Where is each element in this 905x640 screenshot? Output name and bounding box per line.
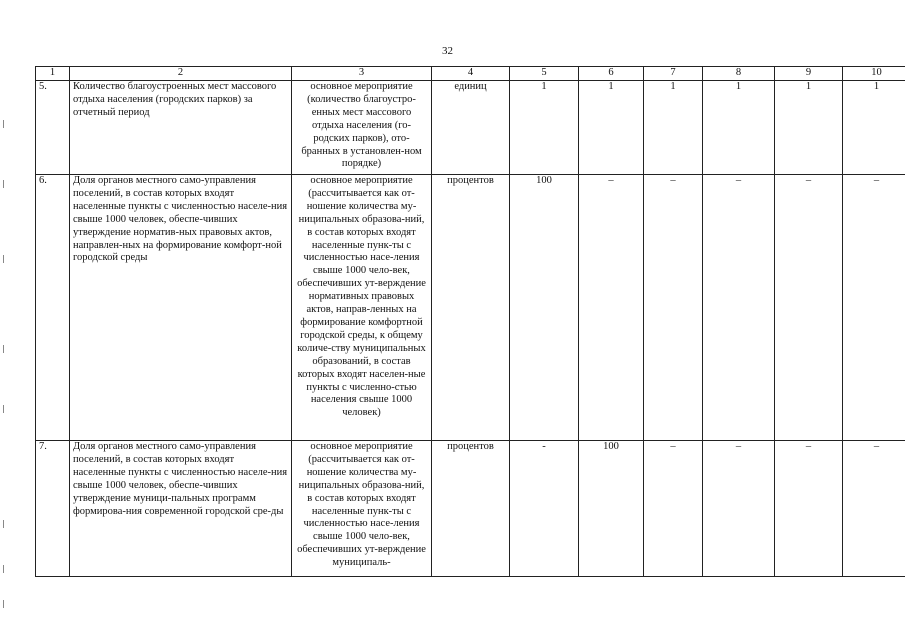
header-cell-7: 7 <box>644 67 703 81</box>
indicator-method: основное мероприятие (рассчитывается как от-ношение количества му-ниципальных образова-ний, в состав которых входят населенные пунк-ты с численностью насе-ления свыше 1000 чело-век, обеспечивших ут-верждение муниципаль- <box>292 441 432 577</box>
indicator-method: основное мероприятие (количество благоустро-енных мест массового отдыха населения (го-родских парков), ото-бранных в установлен-ном порядке) <box>292 81 432 175</box>
header-row <box>36 67 905 81</box>
table-row <box>36 175 905 441</box>
indicators-table <box>35 66 905 577</box>
value-col-6: 100 <box>579 441 644 577</box>
row-number: 7. <box>36 441 70 577</box>
value-col-10: – <box>843 175 905 441</box>
margin-mark <box>3 180 4 188</box>
page-number: 32 <box>442 45 453 57</box>
value-col-10: – <box>843 441 905 577</box>
margin-mark <box>3 520 4 528</box>
unit-cell: процентов <box>432 175 510 441</box>
indicator-name: Количество благоустроенных мест массового отдыха населения (городских парков) за отчетный период <box>70 81 292 175</box>
indicator-name: Доля органов местного само-управления поселений, в состав которых входят населенные пункты с численностью населе-ния свыше 1000 человек, обеспе-чивших утверждение норматив-ных правовых актов, направлен-ных на формирование комфорт-ной городской среды <box>70 175 292 441</box>
value-col-7: – <box>644 175 703 441</box>
value-col-5: 1 <box>510 81 579 175</box>
margin-mark <box>3 120 4 128</box>
value-col-7: 1 <box>644 81 703 175</box>
value-col-9: 1 <box>775 81 843 175</box>
header-cell-9: 9 <box>775 67 843 81</box>
value-col-10: 1 <box>843 81 905 175</box>
margin-mark <box>3 405 4 413</box>
value-col-8: – <box>703 175 775 441</box>
header-cell-1: 1 <box>36 67 70 81</box>
margin-mark <box>3 345 4 353</box>
margin-mark <box>3 600 4 608</box>
row-number: 5. <box>36 81 70 175</box>
header-cell-3: 3 <box>292 67 432 81</box>
indicator-method: основное мероприятие (рассчитывается как от-ношение количества му-ниципальных образова-ний, в состав которых входят населенные пунк-ты с численностью насе-ления свыше 1000 чело-век, обеспечивших ут-верждение нормативных правовых актов, направ-ленных на формирование комфортной городской среды, к общему количе-ству муниципальных образований, в состав которых входят населен-ные пункты с численно-стью населения свыше 1000 человек) <box>292 175 432 441</box>
header-cell-8: 8 <box>703 67 775 81</box>
indicator-name: Доля органов местного само-управления поселений, в состав которых входят населенные пункты с численностью населе-ния свыше 1000 человек, обеспе-чивших утверждение муници-пальных программ формирова-ния современной городской сре-ды <box>70 441 292 577</box>
row-number: 6. <box>36 175 70 441</box>
value-col-9: – <box>775 441 843 577</box>
value-col-5: 100 <box>510 175 579 441</box>
margin-mark <box>3 565 4 573</box>
header-cell-6: 6 <box>579 67 644 81</box>
table-row <box>36 441 905 577</box>
unit-cell: процентов <box>432 441 510 577</box>
value-col-5: - <box>510 441 579 577</box>
margin-mark <box>3 255 4 263</box>
header-cell-4: 4 <box>432 67 510 81</box>
unit-cell: единиц <box>432 81 510 175</box>
value-col-6: – <box>579 175 644 441</box>
value-col-7: – <box>644 441 703 577</box>
header-cell-10: 10 <box>843 67 905 81</box>
header-cell-2: 2 <box>70 67 292 81</box>
header-cell-5: 5 <box>510 67 579 81</box>
value-col-8: – <box>703 441 775 577</box>
value-col-6: 1 <box>579 81 644 175</box>
value-col-9: – <box>775 175 843 441</box>
table-row <box>36 81 905 175</box>
value-col-8: 1 <box>703 81 775 175</box>
